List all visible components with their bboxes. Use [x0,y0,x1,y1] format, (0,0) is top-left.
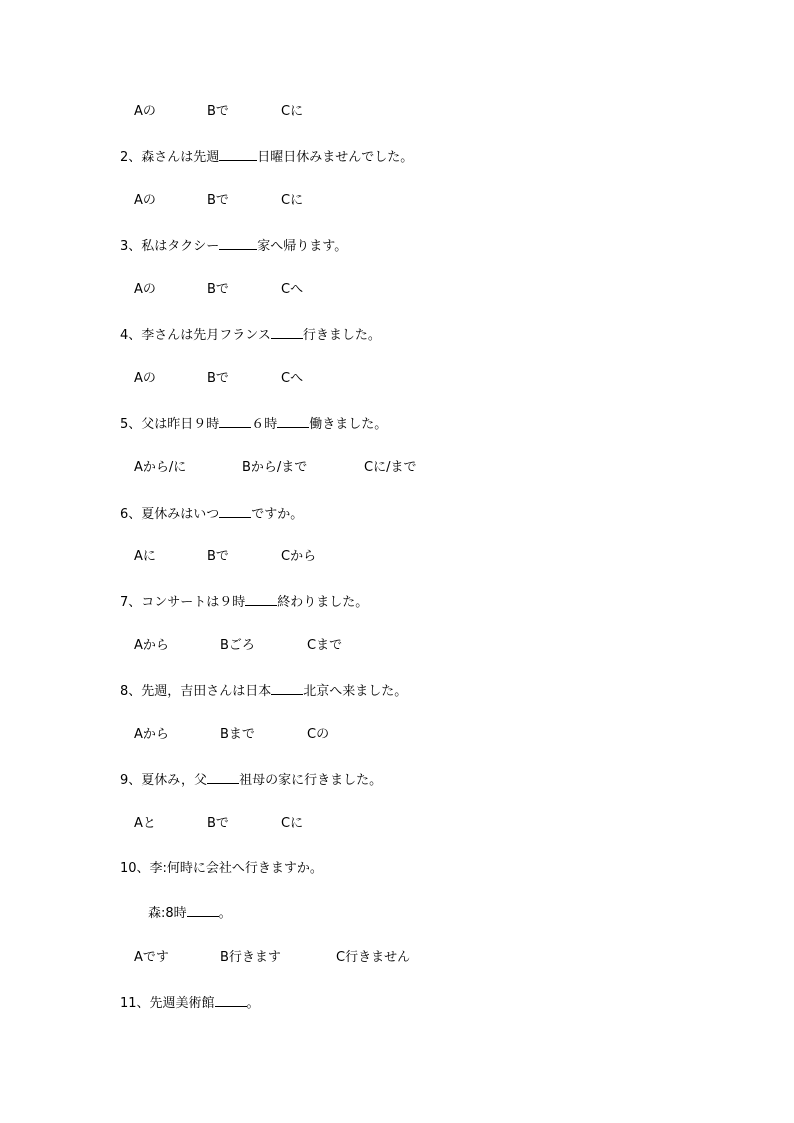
option-b: Bごろ [220,638,255,653]
option-a: Aと [134,816,156,831]
option-a: Aから/に [134,460,187,475]
option-a: Aから [134,638,169,653]
option-b: Bまで [220,727,255,742]
option-c: Cに/まで [364,460,417,475]
question-text: 北京へ来ました。 [303,684,408,699]
question-10 [120,860,323,878]
question-5 [120,415,387,433]
option-c: Cに [281,193,304,208]
answer-blank [271,326,303,339]
question-text: 日曜日休みませんでした。 [257,150,414,165]
option-a: Aの [134,193,156,208]
option-a: Aの [134,371,156,386]
question-text: 家へ帰ります。 [257,239,348,254]
option-c: Cに [281,104,304,119]
option-b: B行きます [220,950,281,965]
option-c: Cへ [281,282,304,297]
question-text: 8、先週，吉田さんは日本 [120,684,272,699]
question-text: 5、父は昨日９時 [120,417,220,432]
question-text: 行きました。 [302,328,381,343]
answer-blank [219,415,251,428]
answer-blank [245,593,277,606]
option-c: Cへ [281,371,304,386]
question-text: 3、私はタクシー [120,239,220,254]
question-2 [120,148,413,166]
answer-blank [219,237,257,250]
question-8 [120,682,407,700]
question-text: 働きました。 [309,417,388,432]
question-text: 9、夏休み，父 [120,773,208,788]
option-b: Bで [207,371,229,386]
question-text: 森:8時 [148,906,187,921]
question-3 [120,237,347,255]
question-text: 11、先週美術館 [120,996,215,1011]
option-a: Aに [134,549,156,564]
question-9 [120,771,382,789]
question-text: ６時 [251,417,278,432]
question-11 [120,994,260,1012]
question-6 [120,505,303,523]
question-text: 7、コンサートは９時 [120,595,246,610]
answer-blank [207,771,239,784]
option-a: Aの [134,104,156,119]
option-a: Aから [134,727,169,742]
question-text: 。 [218,906,232,921]
option-c: Cまで [307,638,343,653]
question-text: 10、李:何時に会社へ行きますか。 [120,861,323,876]
option-b: Bから/まで [242,460,308,475]
option-b: Bで [207,193,229,208]
answer-blank [187,904,219,917]
question-text: 2、森さんは先週 [120,150,220,165]
option-b: Bで [207,282,229,297]
question-4 [120,326,381,344]
question-text: ですか。 [251,507,304,522]
option-b: Bで [207,816,229,831]
option-c: C行きません [336,950,411,965]
answer-blank [215,994,247,1007]
question-text: 。 [246,996,260,1011]
answer-blank [219,505,251,518]
question-text: 4、李さんは先月フランス [120,328,271,343]
question-7 [120,593,368,611]
question-10-reply [148,904,232,922]
answer-blank [219,148,257,161]
answer-blank [271,682,303,695]
option-a: Aの [134,282,156,297]
question-text: 終わりました。 [277,595,369,610]
question-text: 6、夏休みはいつ [120,507,220,522]
option-b: Bで [207,549,229,564]
option-a: Aです [134,950,169,965]
option-c: Cの [307,727,330,742]
question-text: 祖母の家に行きました。 [239,773,383,788]
option-c: Cに [281,816,304,831]
option-c: Cから [281,549,317,564]
option-b: Bで [207,104,229,119]
answer-blank [277,415,309,428]
